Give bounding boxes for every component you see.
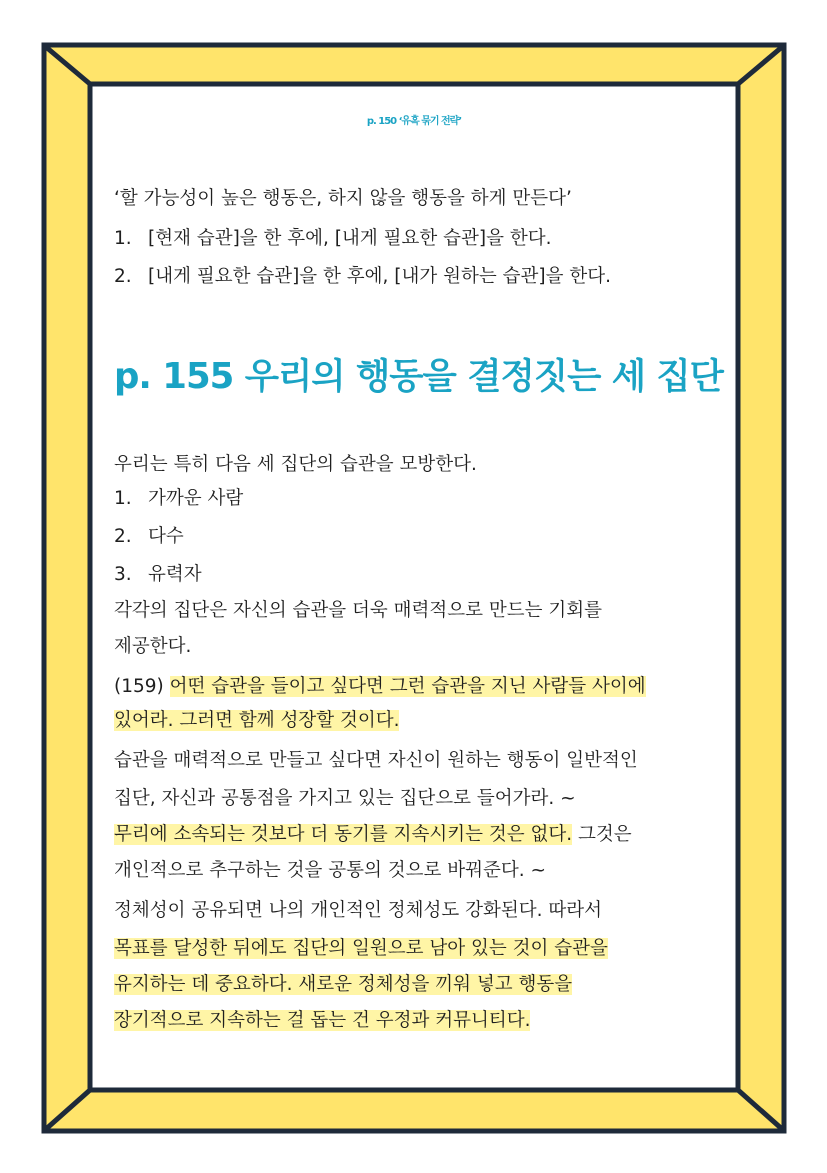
item-text: [내게 필요한 습관]을 한 후에, [내가 원하는 습관]을 한다.	[148, 266, 611, 287]
page-reference: (159)	[114, 676, 170, 697]
paragraph-3-line-1: 습관을 매력적으로 만들고 싶다면 자신이 원하는 행동이 일반적인	[114, 750, 638, 771]
item-text: 다수	[148, 526, 184, 547]
paragraph-2-line-1	[114, 674, 646, 700]
item-text: 가까운 사람	[148, 488, 244, 509]
paragraph-1-line-1: 각각의 집단은 자신의 습관을 더욱 매력적으로 만드는 기회를	[114, 600, 602, 621]
paragraph-5-line-3	[114, 972, 572, 998]
highlighted-text: 어떤 습관을 들이고 싶다면 그런 습관을 지닌 사람들 사이에	[169, 676, 646, 697]
item-number: 1.	[114, 228, 132, 249]
paragraph-2-line-2	[114, 708, 399, 734]
section2-item-2	[114, 524, 184, 550]
highlighted-text: 무리에 소속되는 것보다 더 동기를 지속시키는 것은 없다.	[114, 824, 573, 845]
section2-title: p. 155 우리의 행동을 결정짓는 세 집단	[114, 356, 723, 397]
item-number: 3.	[114, 564, 132, 585]
highlighted-text: 유지하는 데 중요하다. 새로운 정체성을 끼워 넣고 행동을	[114, 974, 573, 995]
section1-item-1	[114, 226, 551, 252]
note-page	[90, 84, 738, 1090]
paragraph-4-line-1	[114, 822, 632, 848]
section1-title: p. 150 ‘유혹 묶기 전략’	[366, 116, 462, 127]
paragraph-5-line-4	[114, 1008, 530, 1034]
plain-text: 그것은	[572, 824, 632, 845]
section1-quote: ‘할 가능성이 높은 행동은, 하지 않을 행동을 하게 만든다’	[114, 188, 572, 209]
section2-intro: 우리는 특히 다음 세 집단의 습관을 모방한다.	[114, 454, 477, 475]
item-number: 2.	[114, 526, 132, 547]
highlighted-text: 장기적으로 지속하는 걸 돕는 건 우정과 커뮤니티다.	[114, 1010, 531, 1031]
item-number: 1.	[114, 488, 132, 509]
item-text: [현재 습관]을 한 후에, [내게 필요한 습관]을 한다.	[148, 228, 552, 249]
paragraph-4-line-2: 개인적으로 추구하는 것을 공통의 것으로 바꿔준다. ~	[114, 860, 546, 881]
paragraph-1-line-2: 제공한다.	[114, 636, 192, 657]
paragraph-5-line-1: 정체성이 공유되면 나의 개인적인 정체성도 강화된다. 따라서	[114, 900, 602, 921]
paragraph-3-line-2: 집단, 자신과 공통점을 가지고 있는 집단으로 들어가라. ~	[114, 788, 576, 809]
section1-item-2	[114, 264, 611, 290]
section2-item-3	[114, 562, 202, 588]
paragraph-5-line-2	[114, 936, 608, 962]
highlighted-text: 있어라. 그러면 함께 성장할 것이다.	[114, 710, 400, 731]
item-text: 유력자	[148, 564, 202, 585]
item-number: 2.	[114, 266, 132, 287]
highlighted-text: 목표를 달성한 뒤에도 집단의 일원으로 남아 있는 것이 습관을	[114, 938, 608, 959]
section2-item-1	[114, 486, 243, 512]
